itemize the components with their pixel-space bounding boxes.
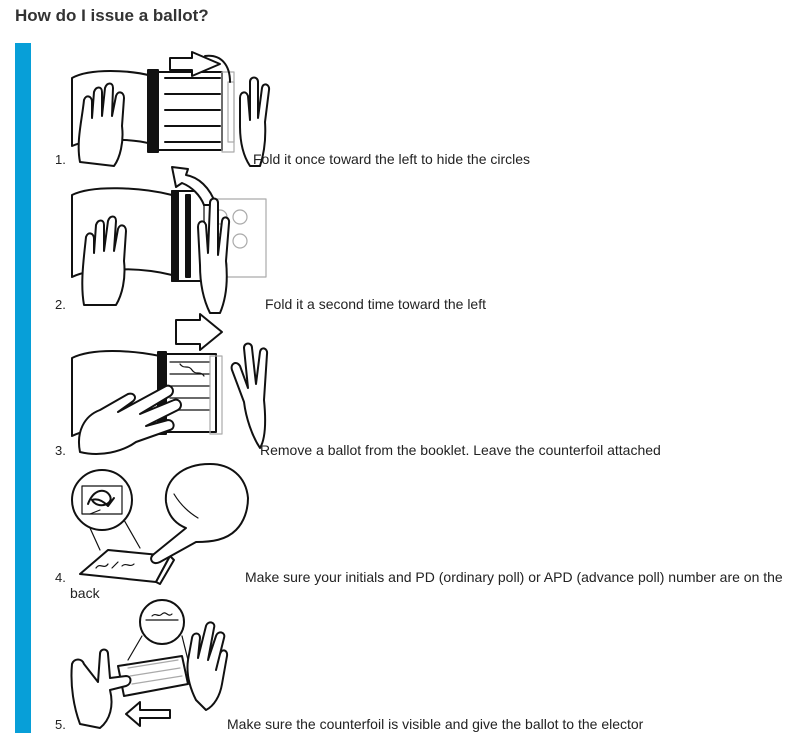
step-text: Fold it once toward the left to hide the circles — [253, 151, 531, 167]
step-number: 3. — [55, 443, 66, 458]
accent-bar — [15, 43, 31, 733]
step-text: Fold it a second time toward the left — [265, 296, 486, 312]
step-number: 5. — [55, 717, 66, 732]
initials-check-illustration — [70, 458, 250, 582]
step-number: 4. — [55, 570, 66, 585]
page-title: How do I issue a ballot? — [15, 6, 209, 25]
step-text: Remove a ballot from the booklet. Leave the counterfoil attached — [260, 442, 661, 458]
fold-left-illustration — [70, 42, 265, 166]
step-number: 2. — [55, 297, 66, 312]
fold-again-illustration — [70, 165, 270, 313]
step-number: 1. — [55, 152, 66, 167]
step-text: Make sure your initials and PD (ordinary poll) or APD (advance poll) number are on the — [245, 569, 783, 585]
give-ballot-illustration — [70, 598, 230, 730]
step-text-continuation: back — [70, 585, 100, 601]
remove-ballot-illustration — [70, 312, 265, 457]
step-text: Make sure the counterfoil is visible and give the ballot to the elector — [227, 716, 644, 732]
